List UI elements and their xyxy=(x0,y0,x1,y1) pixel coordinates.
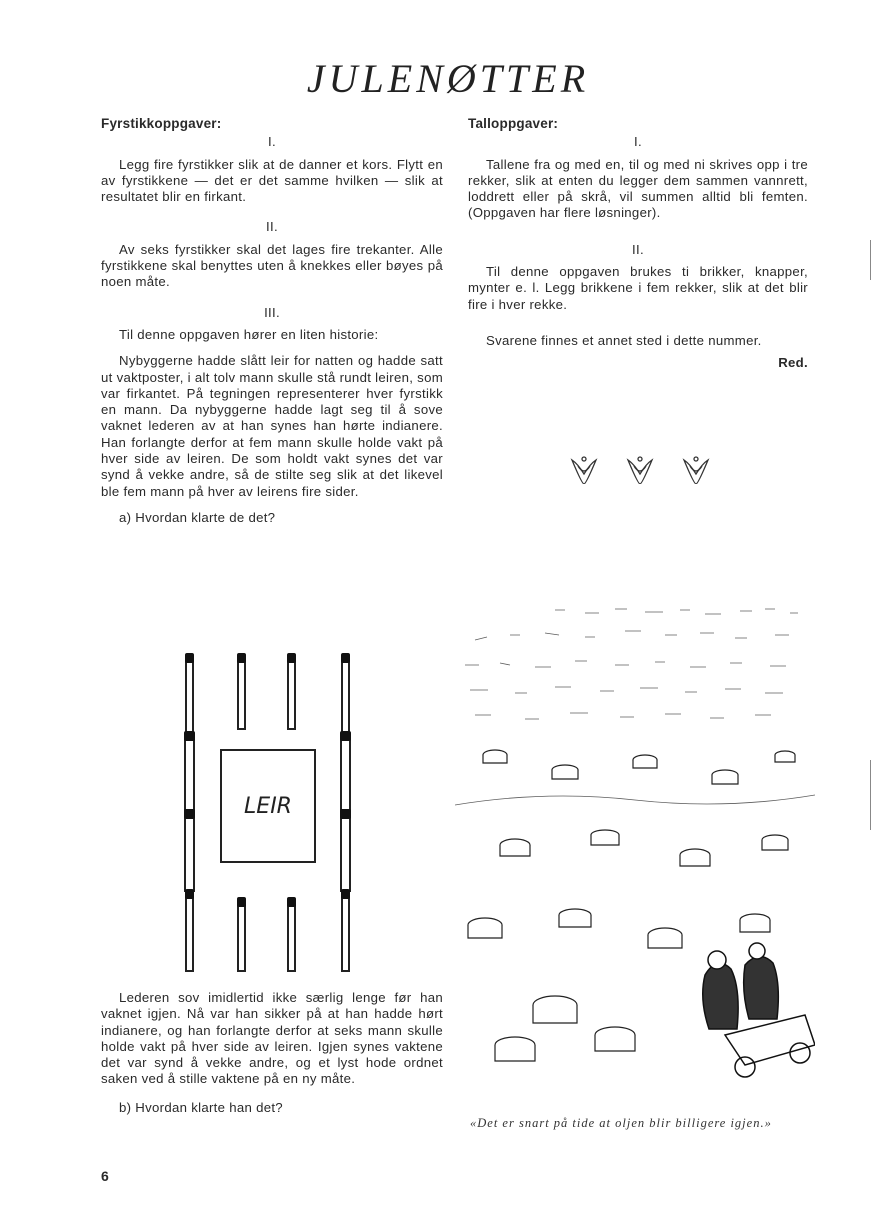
task-number: I. xyxy=(268,134,276,150)
task-intro: Til denne oppgaven hører en liten historie: xyxy=(119,326,379,342)
task-text: Tallene fra og med en, til og med ni skrives opp i tre rekker, slik at enten du legger dem sammen vannrett, loddrett eller på skrå, vil summen alltid bli femten. (Oppgaven har flere løsninger). xyxy=(468,156,808,221)
task-number: II. xyxy=(632,241,644,257)
page-number: 6 xyxy=(101,1168,109,1184)
editor-signature: Red. xyxy=(778,355,808,371)
right-column xyxy=(468,116,808,372)
task-number: II. xyxy=(266,219,278,235)
left-column xyxy=(101,116,443,526)
nut-ornament-icons xyxy=(566,454,716,484)
question-b: b) Hvordan klarte han det? xyxy=(119,1099,283,1115)
task-text: Av seks fyrstikker skal det lages fire trekanter. Alle fyrstikkene skal benyttes uten å knekkes eller bøyes på noen måte. xyxy=(101,241,443,290)
section-heading-numbers: Talloppgaver: xyxy=(468,116,559,131)
matchstick-camp-figure xyxy=(180,645,360,980)
story-text: Nybyggerne hadde slått leir for natten og hadde satt ut vaktposter, i alt tolv mann skulle stå rundt leiren, som var firkantet. På tegningen representerer hver fyrstikk en mann. Da nybyggerne hadde lagt seg til å sove vaknet lederen av at han synes han hørte indianere. Han forlangte derfor at fem mann skulle holde vakt på hver side av leiren. De som holdt vakt synes det var synd å vekke andre, så de stilte seg slik at det likevel ble fem mann på hver av leirens fire sider. xyxy=(101,353,443,499)
answers-note: Svarene finnes et annet sted i dette nummer. xyxy=(486,332,762,348)
page-title: JULENØTTER xyxy=(306,56,590,101)
stump-field-cartoon xyxy=(455,605,815,1105)
left-column-continued xyxy=(101,990,443,1116)
task-text: Til denne oppgaven brukes ti brikker, knapper, mynter e. l. Legg brikkene i fem rekker, slik at det blir fire i hver rekke. xyxy=(468,264,808,312)
scan-mark xyxy=(870,760,871,830)
task-number: III. xyxy=(264,304,280,320)
scan-mark xyxy=(870,240,871,280)
camp-label: LEIR xyxy=(244,794,292,819)
question-a: a) Hvordan klarte de det? xyxy=(119,509,276,525)
task-text: Legg fire fyrstikker slik at de danner et kors. Flytt en av fyrstikkene — det er det samme hvilken — slik at resultatet blir en firkant. xyxy=(101,156,443,205)
cartoon-caption: «Det er snart på tide at oljen blir billigere igjen.» xyxy=(470,1116,772,1130)
story-continuation: Lederen sov imidlertid ikke særlig lenge før han vaknet igjen. Nå var han sikker på at han hadde hørt indianere, og han forlangte derfor at seks mann skulle holde vakt på hver side av leiren. Igjen synes vaktene det var synd å vekke andre, og et lyst hode ordnet saken ved å stille vaktene på en ny måte. xyxy=(101,990,443,1087)
task-number: I. xyxy=(634,134,642,150)
section-heading-matchstick: Fyrstikkoppgaver: xyxy=(101,116,222,131)
